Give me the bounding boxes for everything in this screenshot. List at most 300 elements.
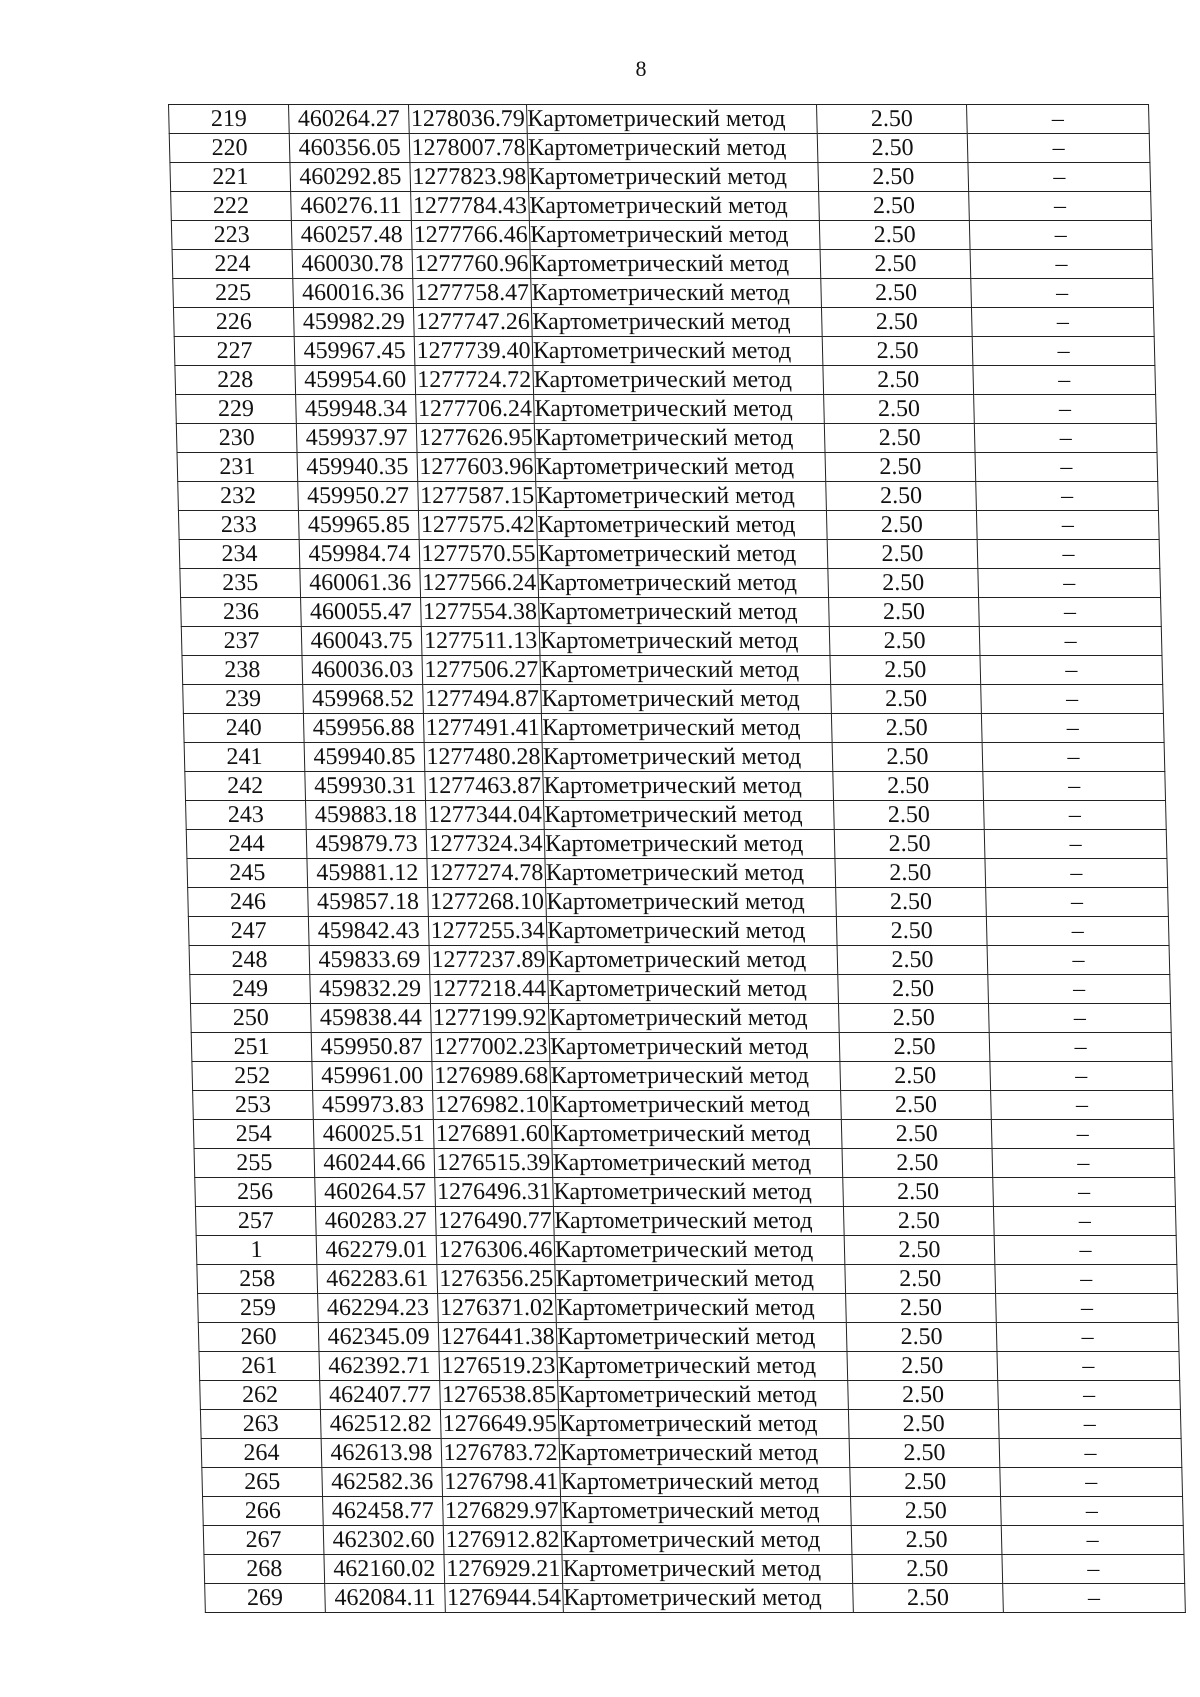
- description-cell: –: [996, 1294, 1179, 1323]
- description-cell: –: [977, 540, 1160, 569]
- x-coordinate-cell: 462613.98: [321, 1439, 442, 1468]
- x-coordinate-cell: 459940.85: [304, 743, 425, 772]
- point-number-cell: 261: [199, 1352, 320, 1381]
- accuracy-cell: 2.50: [846, 1323, 997, 1352]
- x-coordinate-cell: 460036.03: [302, 656, 423, 685]
- point-number-cell: 256: [195, 1178, 316, 1207]
- accuracy-cell: 2.50: [853, 1584, 1004, 1613]
- table-row: [183, 685, 1164, 714]
- point-number-cell: 238: [182, 656, 303, 685]
- table-row: [172, 250, 1153, 279]
- description-cell: –: [992, 1149, 1175, 1178]
- description-cell: –: [970, 250, 1153, 279]
- point-number-cell: 235: [180, 569, 301, 598]
- y-coordinate-cell: 1277199.92: [430, 1004, 549, 1033]
- x-coordinate-cell: 460283.27: [315, 1207, 436, 1236]
- description-cell: –: [986, 888, 1169, 917]
- y-coordinate-cell: 1278036.79: [409, 105, 528, 134]
- point-number-cell: 240: [183, 714, 304, 743]
- point-number-cell: 224: [172, 250, 293, 279]
- method-cell: Картометрический метод: [550, 1062, 841, 1091]
- description-cell: –: [978, 569, 1161, 598]
- accuracy-cell: 2.50: [831, 714, 982, 743]
- method-cell: Картометрический метод: [561, 1497, 852, 1526]
- description-cell: –: [993, 1178, 1176, 1207]
- method-cell: Картометрический метод: [527, 105, 818, 134]
- y-coordinate-cell: 1278007.78: [409, 134, 528, 163]
- method-cell: Картометрический метод: [553, 1178, 844, 1207]
- point-number-cell: 251: [191, 1033, 312, 1062]
- table-row: [187, 859, 1168, 888]
- y-coordinate-cell: 1276783.72: [441, 1439, 560, 1468]
- point-number-cell: 220: [169, 134, 290, 163]
- x-coordinate-cell: 459984.74: [299, 540, 420, 569]
- x-coordinate-cell: 460257.48: [291, 221, 412, 250]
- point-number-cell: 267: [203, 1526, 324, 1555]
- table-row: [201, 1439, 1182, 1468]
- accuracy-cell: 2.50: [843, 1178, 994, 1207]
- table-row: [184, 743, 1165, 772]
- description-cell: –: [971, 308, 1154, 337]
- y-coordinate-cell: 1276490.77: [435, 1207, 554, 1236]
- y-coordinate-cell: 1277268.10: [428, 888, 547, 917]
- point-number-cell: 249: [190, 975, 311, 1004]
- point-number-cell: 233: [178, 511, 299, 540]
- accuracy-cell: 2.50: [840, 1062, 991, 1091]
- accuracy-cell: 2.50: [821, 279, 972, 308]
- y-coordinate-cell: 1277706.24: [416, 395, 535, 424]
- accuracy-cell: 2.50: [852, 1555, 1003, 1584]
- point-number-cell: 228: [175, 366, 296, 395]
- x-coordinate-cell: 460264.27: [289, 105, 410, 134]
- x-coordinate-cell: 460356.05: [289, 134, 410, 163]
- description-cell: –: [985, 859, 1168, 888]
- description-cell: –: [991, 1091, 1174, 1120]
- y-coordinate-cell: 1277491.41: [423, 714, 542, 743]
- y-coordinate-cell: 1277324.34: [426, 830, 545, 859]
- point-number-cell: 245: [187, 859, 308, 888]
- description-cell: –: [999, 1439, 1182, 1468]
- x-coordinate-cell: 462458.77: [323, 1497, 444, 1526]
- x-coordinate-cell: 459838.44: [310, 1004, 431, 1033]
- y-coordinate-cell: 1277494.87: [423, 685, 542, 714]
- point-number-cell: 264: [201, 1439, 322, 1468]
- accuracy-cell: 2.50: [836, 917, 987, 946]
- y-coordinate-cell: 1277480.28: [424, 743, 543, 772]
- description-cell: –: [979, 598, 1162, 627]
- description-cell: –: [1000, 1468, 1183, 1497]
- x-coordinate-cell: 462294.23: [318, 1294, 439, 1323]
- method-cell: Картометрический метод: [561, 1526, 852, 1555]
- y-coordinate-cell: 1277506.27: [422, 656, 541, 685]
- y-coordinate-cell: 1277587.15: [418, 482, 537, 511]
- table-row: [194, 1149, 1175, 1178]
- y-coordinate-cell: 1277575.42: [418, 511, 537, 540]
- x-coordinate-cell: 460025.51: [313, 1120, 434, 1149]
- x-coordinate-cell: 459956.88: [303, 714, 424, 743]
- accuracy-cell: 2.50: [824, 395, 975, 424]
- description-cell: –: [997, 1352, 1180, 1381]
- table-row: [200, 1381, 1181, 1410]
- x-coordinate-cell: 462084.11: [325, 1584, 446, 1613]
- accuracy-cell: 2.50: [841, 1120, 992, 1149]
- accuracy-cell: 2.50: [834, 830, 985, 859]
- x-coordinate-cell: 459940.35: [297, 453, 418, 482]
- y-coordinate-cell: 1277274.78: [427, 859, 546, 888]
- description-cell: –: [984, 801, 1167, 830]
- description-cell: –: [990, 1062, 1173, 1091]
- point-number-cell: 226: [173, 308, 294, 337]
- y-coordinate-cell: 1277626.95: [416, 424, 535, 453]
- accuracy-cell: 2.50: [845, 1265, 996, 1294]
- y-coordinate-cell: 1277511.13: [421, 627, 540, 656]
- point-number-cell: 255: [194, 1149, 315, 1178]
- method-cell: Картометрический метод: [557, 1352, 848, 1381]
- point-number-cell: 260: [198, 1323, 319, 1352]
- y-coordinate-cell: 1277603.96: [417, 453, 536, 482]
- point-number-cell: 229: [176, 395, 297, 424]
- accuracy-cell: 2.50: [830, 656, 981, 685]
- table-row: [175, 366, 1156, 395]
- point-number-cell: 248: [189, 946, 310, 975]
- method-cell: Картометрический метод: [534, 395, 825, 424]
- accuracy-cell: 2.50: [818, 163, 969, 192]
- method-cell: Картометрический метод: [533, 366, 824, 395]
- table-row: [202, 1468, 1183, 1497]
- accuracy-cell: 2.50: [832, 743, 983, 772]
- table-row: [193, 1120, 1174, 1149]
- accuracy-cell: 2.50: [844, 1236, 995, 1265]
- table-row: [186, 801, 1167, 830]
- x-coordinate-cell: 459967.45: [294, 337, 415, 366]
- point-number-cell: 263: [200, 1410, 321, 1439]
- method-cell: Картометрический метод: [539, 627, 830, 656]
- accuracy-cell: 2.50: [834, 801, 985, 830]
- x-coordinate-cell: 460016.36: [293, 279, 414, 308]
- table-row: [178, 511, 1159, 540]
- method-cell: Картометрический метод: [537, 540, 828, 569]
- accuracy-cell: 2.50: [819, 192, 970, 221]
- y-coordinate-cell: 1277554.38: [421, 598, 540, 627]
- accuracy-cell: 2.50: [837, 946, 988, 975]
- method-cell: Картометрический метод: [549, 1033, 840, 1062]
- description-cell: –: [1001, 1526, 1184, 1555]
- coordinates-table: [168, 104, 1186, 1613]
- description-cell: –: [1003, 1584, 1186, 1613]
- method-cell: Картометрический метод: [544, 830, 835, 859]
- description-cell: –: [1001, 1497, 1184, 1526]
- y-coordinate-cell: 1277237.89: [429, 946, 548, 975]
- table-row: [197, 1265, 1178, 1294]
- page-number: 8: [635, 56, 647, 81]
- method-cell: Картометрический метод: [529, 221, 820, 250]
- method-cell: Картометрический метод: [531, 279, 822, 308]
- accuracy-cell: 2.50: [848, 1381, 999, 1410]
- table-body: [169, 105, 1186, 1613]
- method-cell: Картометрический метод: [560, 1468, 851, 1497]
- point-number-cell: 265: [202, 1468, 323, 1497]
- description-cell: –: [976, 511, 1159, 540]
- accuracy-cell: 2.50: [848, 1410, 999, 1439]
- accuracy-cell: 2.50: [823, 366, 974, 395]
- x-coordinate-cell: 459950.27: [298, 482, 419, 511]
- accuracy-cell: 2.50: [821, 308, 972, 337]
- y-coordinate-cell: 1276515.39: [434, 1149, 553, 1178]
- table-row: [199, 1352, 1180, 1381]
- table-row: [188, 888, 1169, 917]
- table-row: [169, 134, 1150, 163]
- point-number-cell: 252: [192, 1062, 313, 1091]
- description-cell: –: [975, 453, 1158, 482]
- y-coordinate-cell: 1277218.44: [430, 975, 549, 1004]
- y-coordinate-cell: 1277784.43: [411, 192, 530, 221]
- description-cell: –: [974, 395, 1157, 424]
- table-row: [198, 1294, 1179, 1323]
- table-row: [171, 221, 1152, 250]
- description-cell: –: [987, 946, 1170, 975]
- method-cell: Картометрический метод: [530, 250, 821, 279]
- method-cell: Картометрический метод: [540, 656, 831, 685]
- point-number-cell: 227: [174, 337, 295, 366]
- method-cell: Картометрический метод: [545, 859, 836, 888]
- point-number-cell: 236: [181, 598, 302, 627]
- table-row: [195, 1207, 1176, 1236]
- x-coordinate-cell: 460030.78: [292, 250, 413, 279]
- point-number-cell: 246: [188, 888, 309, 917]
- description-cell: –: [979, 627, 1162, 656]
- description-cell: –: [993, 1207, 1176, 1236]
- description-cell: –: [969, 221, 1152, 250]
- accuracy-cell: 2.50: [846, 1294, 997, 1323]
- y-coordinate-cell: 1277823.98: [410, 163, 529, 192]
- point-number-cell: 266: [203, 1497, 324, 1526]
- method-cell: Картометрический метод: [559, 1439, 850, 1468]
- table-row: [179, 540, 1160, 569]
- x-coordinate-cell: 460292.85: [290, 163, 411, 192]
- table-row: [205, 1584, 1186, 1613]
- accuracy-cell: 2.50: [851, 1497, 1002, 1526]
- point-number-cell: 222: [171, 192, 292, 221]
- table-row: [188, 917, 1169, 946]
- y-coordinate-cell: 1276538.85: [440, 1381, 559, 1410]
- point-number-cell: 232: [178, 482, 299, 511]
- description-cell: –: [994, 1236, 1177, 1265]
- method-cell: Картометрический метод: [558, 1381, 849, 1410]
- method-cell: Картометрический метод: [544, 801, 835, 830]
- table-row: [196, 1236, 1177, 1265]
- x-coordinate-cell: 459930.31: [305, 772, 426, 801]
- table-row: [181, 627, 1162, 656]
- x-coordinate-cell: 459833.69: [309, 946, 430, 975]
- description-cell: –: [968, 163, 1151, 192]
- description-cell: –: [980, 656, 1163, 685]
- description-cell: –: [998, 1410, 1181, 1439]
- table-row: [204, 1555, 1185, 1584]
- x-coordinate-cell: 459950.87: [311, 1033, 432, 1062]
- x-coordinate-cell: 459832.29: [310, 975, 431, 1004]
- x-coordinate-cell: 460055.47: [301, 598, 422, 627]
- x-coordinate-cell: 459954.60: [295, 366, 416, 395]
- method-cell: Картометрический метод: [528, 163, 819, 192]
- point-number-cell: 257: [195, 1207, 316, 1236]
- x-coordinate-cell: 462302.60: [323, 1526, 444, 1555]
- description-cell: –: [989, 1033, 1172, 1062]
- accuracy-cell: 2.50: [831, 685, 982, 714]
- table-row: [203, 1526, 1184, 1555]
- y-coordinate-cell: 1277566.24: [420, 569, 539, 598]
- x-coordinate-cell: 459857.18: [308, 888, 429, 917]
- table-row: [189, 946, 1170, 975]
- description-cell: –: [967, 105, 1150, 134]
- description-cell: –: [972, 337, 1155, 366]
- table-row: [169, 105, 1150, 134]
- method-cell: Картометрический метод: [547, 946, 838, 975]
- x-coordinate-cell: 459937.97: [296, 424, 417, 453]
- point-number-cell: 254: [193, 1120, 314, 1149]
- accuracy-cell: 2.50: [827, 540, 978, 569]
- accuracy-cell: 2.50: [828, 569, 979, 598]
- method-cell: Картометрический метод: [531, 308, 822, 337]
- y-coordinate-cell: 1277724.72: [415, 366, 534, 395]
- method-cell: Картометрический метод: [548, 975, 839, 1004]
- table-row: [185, 772, 1166, 801]
- table-row: [200, 1410, 1181, 1439]
- y-coordinate-cell: 1276929.21: [444, 1555, 563, 1584]
- accuracy-cell: 2.50: [836, 888, 987, 917]
- y-coordinate-cell: 1276829.97: [443, 1497, 562, 1526]
- description-cell: –: [988, 1004, 1171, 1033]
- description-cell: –: [982, 743, 1165, 772]
- y-coordinate-cell: 1277760.96: [412, 250, 531, 279]
- description-cell: –: [969, 192, 1152, 221]
- x-coordinate-cell: 459973.83: [313, 1091, 434, 1120]
- table-row: [170, 163, 1151, 192]
- x-coordinate-cell: 462392.71: [319, 1352, 440, 1381]
- accuracy-cell: 2.50: [839, 1033, 990, 1062]
- method-cell: Картометрический метод: [541, 685, 832, 714]
- table-row: [177, 453, 1158, 482]
- y-coordinate-cell: 1277739.40: [414, 337, 533, 366]
- y-coordinate-cell: 1276989.68: [432, 1062, 551, 1091]
- accuracy-cell: 2.50: [825, 453, 976, 482]
- y-coordinate-cell: 1276519.23: [439, 1352, 558, 1381]
- table-row: [192, 1062, 1173, 1091]
- method-cell: Картометрический метод: [542, 743, 833, 772]
- point-number-cell: 268: [204, 1555, 325, 1584]
- accuracy-cell: 2.50: [819, 221, 970, 250]
- table-row: [171, 192, 1152, 221]
- x-coordinate-cell: 459948.34: [296, 395, 417, 424]
- accuracy-cell: 2.50: [817, 134, 968, 163]
- method-cell: Картометрический метод: [555, 1265, 846, 1294]
- x-coordinate-cell: 462283.61: [317, 1265, 438, 1294]
- method-cell: Картометрический метод: [551, 1120, 842, 1149]
- point-number-cell: 258: [197, 1265, 318, 1294]
- description-cell: –: [981, 685, 1164, 714]
- x-coordinate-cell: 459881.12: [307, 859, 428, 888]
- description-cell: –: [995, 1265, 1178, 1294]
- method-cell: Картометрический метод: [529, 192, 820, 221]
- description-cell: –: [986, 917, 1169, 946]
- accuracy-cell: 2.50: [817, 105, 968, 134]
- x-coordinate-cell: 460264.57: [315, 1178, 436, 1207]
- accuracy-cell: 2.50: [851, 1526, 1002, 1555]
- method-cell: Картометрический метод: [552, 1149, 843, 1178]
- method-cell: Картометрический метод: [546, 888, 837, 917]
- y-coordinate-cell: 1277747.26: [413, 308, 532, 337]
- y-coordinate-cell: 1277255.34: [428, 917, 547, 946]
- table-row: [186, 830, 1167, 859]
- accuracy-cell: 2.50: [820, 250, 971, 279]
- y-coordinate-cell: 1276649.95: [440, 1410, 559, 1439]
- description-cell: –: [991, 1120, 1174, 1149]
- x-coordinate-cell: 459842.43: [308, 917, 429, 946]
- x-coordinate-cell: 459965.85: [298, 511, 419, 540]
- table-row: [198, 1323, 1179, 1352]
- method-cell: Картометрический метод: [538, 569, 829, 598]
- y-coordinate-cell: 1277344.04: [426, 801, 545, 830]
- point-number-cell: 259: [198, 1294, 319, 1323]
- description-cell: –: [998, 1381, 1181, 1410]
- table-row: [173, 279, 1154, 308]
- point-number-cell: 221: [170, 163, 291, 192]
- description-cell: –: [983, 772, 1166, 801]
- description-cell: –: [974, 424, 1157, 453]
- accuracy-cell: 2.50: [822, 337, 973, 366]
- accuracy-cell: 2.50: [829, 627, 980, 656]
- y-coordinate-cell: 1276944.54: [445, 1584, 564, 1613]
- point-number-cell: 239: [183, 685, 304, 714]
- x-coordinate-cell: 459883.18: [306, 801, 427, 830]
- point-number-cell: 269: [205, 1584, 326, 1613]
- accuracy-cell: 2.50: [842, 1149, 993, 1178]
- method-cell: Картометрический метод: [541, 714, 832, 743]
- table-row: [191, 1033, 1172, 1062]
- description-cell: –: [981, 714, 1164, 743]
- y-coordinate-cell: 1276912.82: [443, 1526, 562, 1555]
- y-coordinate-cell: 1277758.47: [413, 279, 532, 308]
- table-row: [190, 1004, 1171, 1033]
- accuracy-cell: 2.50: [838, 975, 989, 1004]
- description-cell: –: [988, 975, 1171, 1004]
- point-number-cell: 231: [177, 453, 298, 482]
- table-row: [174, 337, 1155, 366]
- point-number-cell: 262: [200, 1381, 321, 1410]
- method-cell: Картометрический метод: [553, 1207, 844, 1236]
- table-row: [190, 975, 1171, 1004]
- x-coordinate-cell: 462512.82: [320, 1410, 441, 1439]
- point-number-cell: 219: [169, 105, 290, 134]
- y-coordinate-cell: 1276371.02: [438, 1294, 557, 1323]
- accuracy-cell: 2.50: [829, 598, 980, 627]
- point-number-cell: 223: [171, 221, 292, 250]
- table-row: [176, 395, 1157, 424]
- point-number-cell: 241: [184, 743, 305, 772]
- y-coordinate-cell: 1276798.41: [442, 1468, 561, 1497]
- table-row: [173, 308, 1154, 337]
- accuracy-cell: 2.50: [850, 1468, 1001, 1497]
- x-coordinate-cell: 460043.75: [301, 627, 422, 656]
- method-cell: Картометрический метод: [527, 134, 818, 163]
- x-coordinate-cell: 462407.77: [320, 1381, 441, 1410]
- x-coordinate-cell: 462160.02: [324, 1555, 445, 1584]
- table-row: [178, 482, 1159, 511]
- y-coordinate-cell: 1276306.46: [436, 1236, 555, 1265]
- method-cell: Картометрический метод: [536, 482, 827, 511]
- x-coordinate-cell: 459968.52: [303, 685, 424, 714]
- description-cell: –: [971, 279, 1154, 308]
- y-coordinate-cell: 1277570.55: [419, 540, 538, 569]
